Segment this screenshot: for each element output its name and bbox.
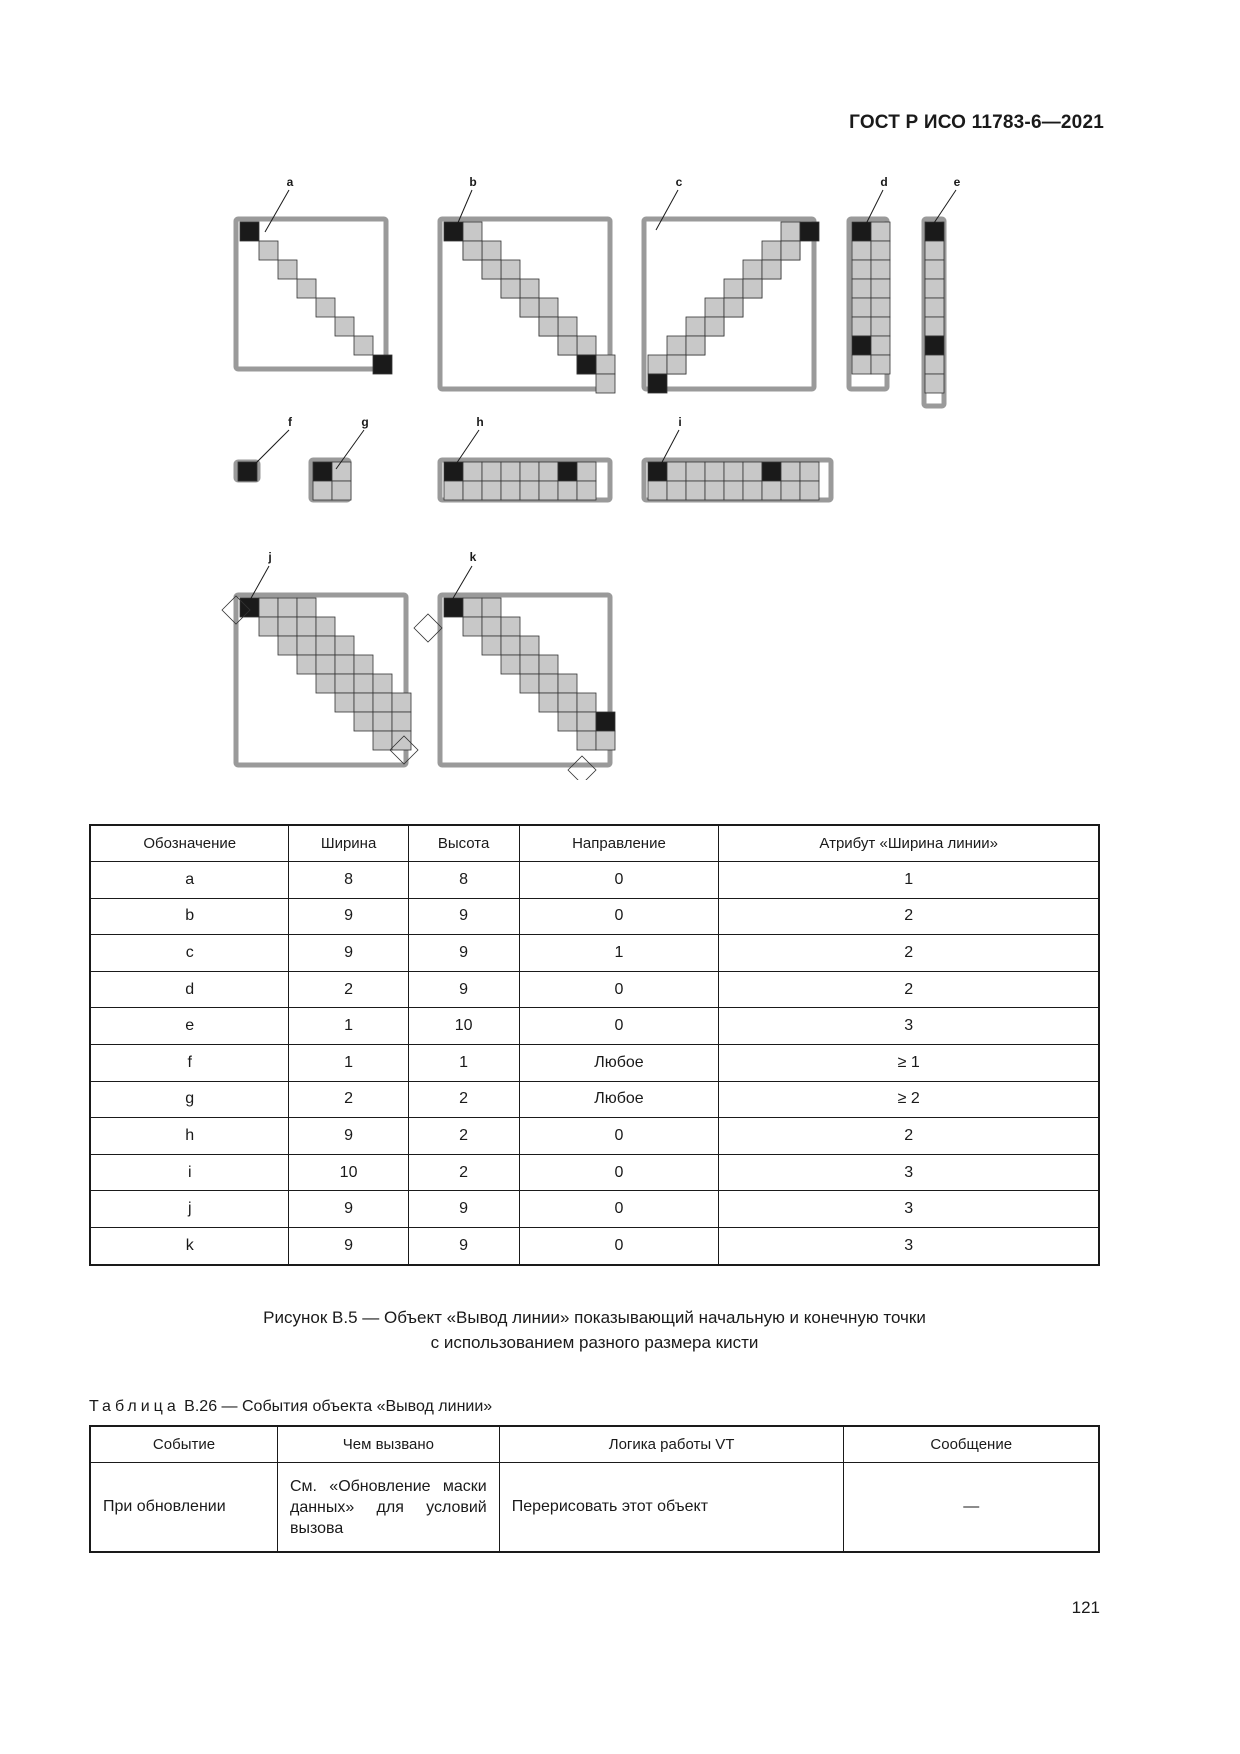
brush-pixel: [667, 355, 686, 374]
brush-pixel: [667, 481, 686, 500]
table-cell: 10: [408, 1008, 519, 1045]
table-cell: 9: [289, 1191, 408, 1228]
endpoint-pixel: [444, 598, 463, 617]
brush-pixel: [539, 693, 558, 712]
column-header: Ширина: [289, 825, 408, 862]
table-cell: 3: [719, 1154, 1099, 1191]
brush-pixel: [925, 298, 944, 317]
brush-pixel: [852, 298, 871, 317]
table-cell: 0: [519, 971, 719, 1008]
column-header: Чем вызвано: [277, 1426, 499, 1463]
brush-pixel: [520, 298, 539, 317]
brush-pixel: [743, 260, 762, 279]
brush-pixel: [520, 462, 539, 481]
table-cell: 2: [719, 935, 1099, 972]
brush-parameters-table: [89, 824, 1100, 1266]
table-cell: 2: [719, 971, 1099, 1008]
table-cell: f: [90, 1044, 289, 1081]
brush-pixel: [762, 241, 781, 260]
brush-pixel: [667, 336, 686, 355]
table-cell: 2: [408, 1118, 519, 1155]
table-row: [90, 898, 1099, 935]
brush-pixel: [313, 481, 332, 500]
brush-pixel: [558, 317, 577, 336]
table-row: [90, 1154, 1099, 1191]
brush-pixel: [577, 731, 596, 750]
brush-pixel: [463, 222, 482, 241]
brush-pixel: [463, 617, 482, 636]
brush-pixel: [373, 731, 392, 750]
brush-pixel: [482, 617, 501, 636]
brush-pixel: [871, 336, 890, 355]
brush-pixel: [501, 481, 520, 500]
table-cell: 8: [289, 862, 408, 899]
table-cell: d: [90, 971, 289, 1008]
table-cell: 2: [289, 971, 408, 1008]
brush-pixel: [705, 317, 724, 336]
figure-label: j: [268, 550, 272, 564]
brush-pixel: [520, 636, 539, 655]
figure-label: c: [675, 175, 683, 189]
brush-pixel: [316, 655, 335, 674]
table-cell: 9: [408, 1227, 519, 1264]
brush-pixel: [316, 617, 335, 636]
table-cell: Перерисовать этот объект: [499, 1463, 844, 1553]
leader-line: [252, 430, 289, 467]
table-cell: 2: [408, 1081, 519, 1118]
column-header: Логика работы VT: [499, 1426, 844, 1463]
figure-label: a: [286, 175, 294, 189]
table-cell: 10: [289, 1154, 408, 1191]
brush-pixel: [392, 712, 411, 731]
brush-pixel: [686, 481, 705, 500]
brush-pixel: [686, 317, 705, 336]
table-cell: 0: [519, 898, 719, 935]
brush-outline: [568, 756, 596, 780]
brush-pixel: [354, 655, 373, 674]
table-cell: 9: [408, 971, 519, 1008]
brush-pixel: [259, 598, 278, 617]
brush-pixel: [297, 279, 316, 298]
figure-label: b: [469, 175, 477, 189]
brush-pixel: [800, 481, 819, 500]
brush-pixel: [332, 462, 351, 481]
figure-label: i: [678, 415, 682, 429]
table-cell: ≥ 1: [719, 1044, 1099, 1081]
figure-label: f: [288, 415, 292, 429]
table-cell: 1: [289, 1008, 408, 1045]
brush-pixel: [332, 481, 351, 500]
figure-label: k: [469, 550, 477, 564]
brush-pixel: [335, 317, 354, 336]
brush-pixel: [373, 693, 392, 712]
table-cell: 9: [289, 1227, 408, 1264]
page-number: 121: [1071, 1598, 1100, 1617]
table-cell: e: [90, 1008, 289, 1045]
table-cell: 1: [289, 1044, 408, 1081]
table-cell: 9: [289, 898, 408, 935]
brush-pixel: [354, 674, 373, 693]
brush-pixel: [871, 298, 890, 317]
table-cell: 0: [519, 1191, 719, 1228]
endpoint-pixel: [444, 462, 463, 481]
table-header-row: [90, 1426, 1099, 1463]
column-header: Высота: [408, 825, 519, 862]
brush-pixel: [335, 636, 354, 655]
column-header: Событие: [90, 1426, 277, 1463]
endpoint-pixel: [648, 374, 667, 393]
brush-pixel: [539, 481, 558, 500]
table-cell: 2: [289, 1081, 408, 1118]
table-row: [90, 935, 1099, 972]
table-row: [90, 1191, 1099, 1228]
brush-pixel: [577, 336, 596, 355]
figure-caption: [89, 1305, 1100, 1355]
endpoint-pixel: [240, 222, 259, 241]
brush-pixel: [354, 693, 373, 712]
brush-pixel: [871, 317, 890, 336]
document-header: ГОСТ Р ИСО 11783-6—2021: [849, 112, 1104, 133]
table-row: [90, 1008, 1099, 1045]
table-cell: 0: [519, 1227, 719, 1264]
brush-pixel: [558, 481, 577, 500]
brush-pixel: [520, 279, 539, 298]
table-cell: 8: [408, 862, 519, 899]
brush-pixel: [871, 241, 890, 260]
brush-pixel: [444, 481, 463, 500]
brush-pixel: [596, 355, 615, 374]
column-header: Атрибут «Ширина линии»: [719, 825, 1099, 862]
endpoint-pixel: [800, 222, 819, 241]
table-cell: 0: [519, 1154, 719, 1191]
figure-label: h: [476, 415, 484, 429]
brush-pixel: [871, 260, 890, 279]
brush-pixel: [743, 481, 762, 500]
endpoint-pixel: [852, 222, 871, 241]
table-cell: См. «Обновление маски данных» для условий вызова: [277, 1463, 499, 1553]
brush-pixel: [335, 674, 354, 693]
table-cell: 9: [408, 935, 519, 972]
table-row: [90, 1227, 1099, 1264]
brush-pixel: [724, 279, 743, 298]
brush-pixel: [686, 462, 705, 481]
brush-pixel: [539, 298, 558, 317]
brush-pixel: [482, 260, 501, 279]
brush-pixel: [577, 462, 596, 481]
brush-pixel: [852, 260, 871, 279]
table-cell: —: [844, 1463, 1099, 1553]
caption-line-1: Рисунок В.5 — Объект «Вывод линии» показывающий начальную и конечную точки: [263, 1308, 926, 1327]
endpoint-pixel: [558, 462, 577, 481]
table-cell: 1: [519, 935, 719, 972]
caption-line-2: с использованием разного размера кисти: [430, 1333, 759, 1352]
endpoint-pixel: [925, 222, 944, 241]
brush-pixel: [558, 336, 577, 355]
table-cell: 9: [408, 898, 519, 935]
brush-pixel: [724, 462, 743, 481]
endpoint-pixel: [373, 355, 392, 374]
brush-pixel: [354, 712, 373, 731]
brush-pixel: [577, 712, 596, 731]
table-row: [90, 971, 1099, 1008]
brush-pixel: [558, 712, 577, 731]
brush-pixel: [463, 462, 482, 481]
brush-pixel: [539, 317, 558, 336]
table-cell: g: [90, 1081, 289, 1118]
brush-pixel: [316, 674, 335, 693]
endpoint-pixel: [925, 336, 944, 355]
endpoint-pixel: [596, 712, 615, 731]
brush-pixel: [316, 636, 335, 655]
brush-pixel: [501, 655, 520, 674]
brush-pixel: [667, 462, 686, 481]
table-row: [90, 862, 1099, 899]
brush-pixel: [743, 279, 762, 298]
column-header: Сообщение: [844, 1426, 1099, 1463]
brush-pixel: [259, 241, 278, 260]
brush-pixel: [463, 241, 482, 260]
brush-pixel: [781, 481, 800, 500]
table-cell: 0: [519, 1008, 719, 1045]
brush-pixel: [762, 260, 781, 279]
leader-line: [656, 190, 678, 230]
table-cell: c: [90, 935, 289, 972]
brush-pixel: [373, 712, 392, 731]
brush-pixel: [724, 298, 743, 317]
brush-pixel: [743, 462, 762, 481]
endpoint-pixel: [444, 222, 463, 241]
figure-label: g: [361, 415, 369, 429]
figure-label: d: [880, 175, 888, 189]
brush-pixel: [539, 674, 558, 693]
table-cell: 9: [289, 935, 408, 972]
brush-pixel: [871, 222, 890, 241]
endpoint-pixel: [762, 462, 781, 481]
table-cell: Любое: [519, 1044, 719, 1081]
brush-pixel: [852, 317, 871, 336]
brush-pixel: [482, 481, 501, 500]
table-cell: 1: [719, 862, 1099, 899]
brush-pixel: [925, 241, 944, 260]
events-table: [89, 1425, 1100, 1553]
table-cell: b: [90, 898, 289, 935]
brush-pixel: [596, 731, 615, 750]
table-row: [90, 1118, 1099, 1155]
brush-pixel: [278, 617, 297, 636]
brush-pixel: [558, 674, 577, 693]
brush-pixel: [925, 279, 944, 298]
table-row: [90, 1081, 1099, 1118]
leader-line: [265, 190, 289, 232]
brush-pixel: [852, 241, 871, 260]
table-header-row: [90, 825, 1099, 862]
table-cell: h: [90, 1118, 289, 1155]
brush-pixel: [482, 636, 501, 655]
table-cell: i: [90, 1154, 289, 1191]
brush-pixel: [482, 462, 501, 481]
table-cell: 2: [408, 1154, 519, 1191]
brush-pixel: [762, 481, 781, 500]
table-row: [90, 1044, 1099, 1081]
brush-pixel: [558, 693, 577, 712]
line-brush-figure: [0, 160, 1240, 780]
brush-pixel: [577, 693, 596, 712]
brush-pixel: [354, 336, 373, 355]
table-cell: 3: [719, 1227, 1099, 1264]
table-cell: При обновлении: [90, 1463, 277, 1553]
brush-pixel: [686, 336, 705, 355]
table-cell: 2: [719, 898, 1099, 935]
table-cell: 9: [408, 1191, 519, 1228]
brush-pixel: [373, 674, 392, 693]
table-title: [89, 1398, 492, 1416]
brush-pixel: [297, 598, 316, 617]
brush-pixel: [316, 298, 335, 317]
endpoint-pixel: [648, 462, 667, 481]
table-cell: 9: [289, 1118, 408, 1155]
table-title-prefix: Таблица: [89, 1398, 180, 1415]
brush-pixel: [520, 655, 539, 674]
brush-pixel: [501, 279, 520, 298]
brush-pixel: [297, 617, 316, 636]
brush-pixel: [335, 693, 354, 712]
brush-pixel: [925, 260, 944, 279]
brush-pixel: [297, 636, 316, 655]
table-cell: ≥ 2: [719, 1081, 1099, 1118]
brush-pixel: [259, 617, 278, 636]
brush-pixel: [871, 355, 890, 374]
table-cell: 0: [519, 1118, 719, 1155]
table-title-text: В.26 — События объекта «Вывод линии»: [179, 1398, 493, 1415]
table-cell: Любое: [519, 1081, 719, 1118]
brush-pixel: [705, 298, 724, 317]
brush-pixel: [724, 481, 743, 500]
brush-pixel: [925, 355, 944, 374]
brush-pixel: [463, 598, 482, 617]
table-cell: 0: [519, 862, 719, 899]
table-cell: 3: [719, 1008, 1099, 1045]
brush-pixel: [539, 462, 558, 481]
column-header: Обозначение: [90, 825, 289, 862]
column-header: Направление: [519, 825, 719, 862]
brush-pixel: [596, 374, 615, 393]
endpoint-pixel: [240, 598, 259, 617]
brush-pixel: [278, 598, 297, 617]
brush-pixel: [501, 617, 520, 636]
brush-pixel: [463, 481, 482, 500]
table-cell: 2: [719, 1118, 1099, 1155]
brush-pixel: [852, 355, 871, 374]
brush-pixel: [278, 260, 297, 279]
endpoint-pixel: [852, 336, 871, 355]
brush-pixel: [648, 355, 667, 374]
brush-pixel: [705, 481, 724, 500]
brush-pixel: [501, 636, 520, 655]
brush-pixel: [539, 655, 558, 674]
brush-pixel: [852, 279, 871, 298]
brush-pixel: [781, 222, 800, 241]
brush-pixel: [800, 462, 819, 481]
brush-pixel: [781, 241, 800, 260]
table-cell: 3: [719, 1191, 1099, 1228]
table-row: [90, 1463, 1099, 1553]
table-cell: k: [90, 1227, 289, 1264]
brush-pixel: [297, 655, 316, 674]
brush-pixel: [925, 374, 944, 393]
brush-pixel: [648, 481, 667, 500]
brush-pixel: [705, 462, 724, 481]
brush-pixel: [520, 674, 539, 693]
brush-pixel: [925, 317, 944, 336]
brush-pixel: [482, 241, 501, 260]
brush-pixel: [520, 481, 539, 500]
brush-pixel: [871, 279, 890, 298]
endpoint-pixel: [313, 462, 332, 481]
brush-pixel: [482, 598, 501, 617]
brush-pixel: [278, 636, 297, 655]
table-cell: a: [90, 862, 289, 899]
brush-pixel: [392, 693, 411, 712]
brush-pixel: [577, 481, 596, 500]
brush-pixel: [501, 462, 520, 481]
brush-pixel: [781, 462, 800, 481]
brush-pixel: [501, 260, 520, 279]
table-cell: 1: [408, 1044, 519, 1081]
endpoint-pixel: [577, 355, 596, 374]
figure-label: e: [953, 175, 961, 189]
table-cell: j: [90, 1191, 289, 1228]
brush-pixel: [335, 655, 354, 674]
